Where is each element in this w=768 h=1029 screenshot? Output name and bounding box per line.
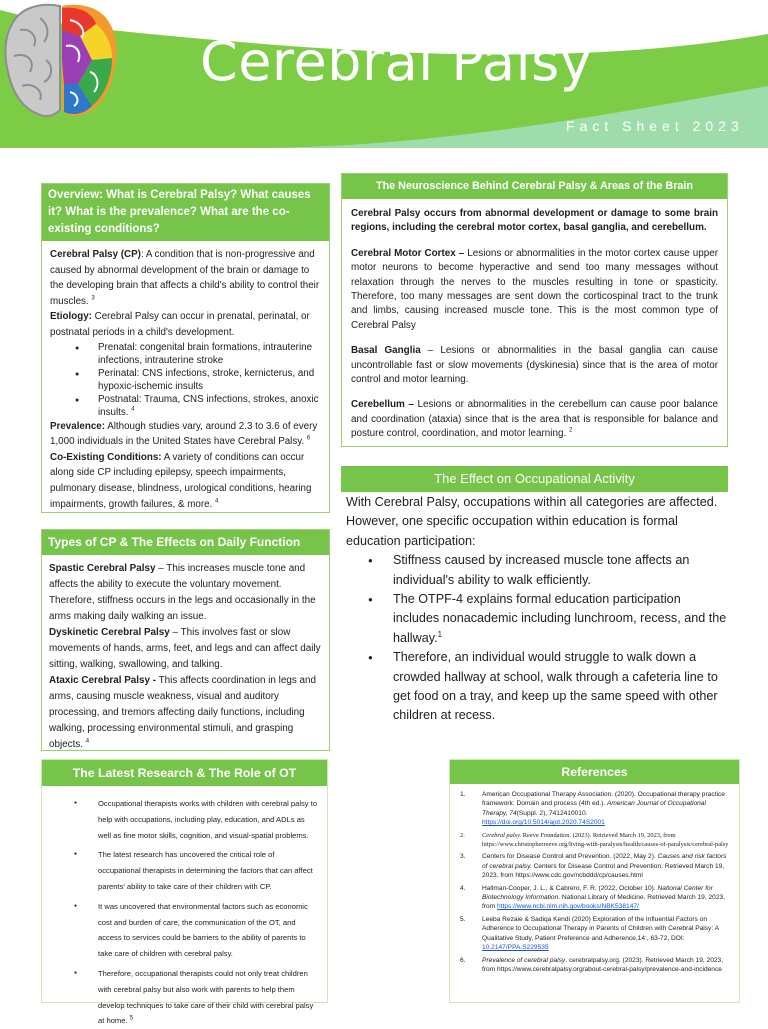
list-item: ● The OTPF-4 explains formal education participation includes nonacademic including lunchroom, recess, and the hallway.$^1$ [346,590,728,648]
references-heading: References [450,760,739,784]
cp-text: : A condition that is non-progressive and caused by abnormal development of the brain or damage to the developing brain that affects a child's ability to control their muscles. [50,249,320,307]
dyskinetic-label: Dyskinetic Cerebral Palsy [49,627,170,638]
page-title: Cerebral Palsy [200,30,593,93]
etiology [50,309,321,340]
references-body [450,784,739,974]
brain-logo-icon [0,0,122,128]
list-item: ● Prenatal: congenital brain formations, intrauterine infections, intrauterine stroke [50,341,321,367]
coexisting-text: A variety of conditions can occur along side CP including epilepsy, speech impairments, pulmonary disease, blindness, urological conditions, hearing impairments, growth failures, & more. [50,451,312,510]
prevalence-label: Prevalence: [50,420,106,432]
cp-label: Cerebral Palsy (CP) [50,249,141,260]
list-item: ● Stiffness caused by increased muscle tone affects an individual's ability to walk efficiently. [346,551,728,590]
effect-section [346,493,728,726]
research-body [42,786,327,1029]
page-subtitle: Fact Sheet 2023 [566,118,744,134]
basal-label: Basal Ganglia [351,345,421,357]
neuro-intro: Cerebral Palsy occurs from abnormal development or damage to some brain regions, including the cerebral motor cortex, basal ganglia, and cerebellum. [351,208,718,234]
ataxic-type [49,673,322,753]
etiology-text: Cerebral Palsy can occur in prenatal, perinatal, or postnatal periods in a child's development. [50,311,310,338]
prevalence-text: Although studies vary, around 2.3 to 3.6 of every 1,000 individuals in the United States have Cerebral Palsy. [50,420,318,448]
coexisting-conditions [50,450,321,512]
reference-item: 1. American Occupational Therapy Association. (2020). Occupational therapy practice framework: Domain and process (4th ed.). American Journal of Occupational Therapy, 74(Suppl. 2), 7412410010. https://doi.org/10.5014/ajot.2020.74S2001 [460,791,725,827]
references-list [458,790,733,974]
reference-item: 4. Hallman-Cooper, J. L., & Cabrero, F. R. (2022, October 10). National Center for Biotechnology Information. National Library of Medicine. Retrieved March 19, 2023, from https://www.ncbi.nlm.nih.gov/books/NBK538147/ [460,884,726,911]
effect-ref: 1 [437,629,443,639]
research-heading: The Latest Research & The Role of OT [42,760,327,786]
cerebellum [351,398,718,441]
overview-section [41,183,330,513]
list-item: ● Therefore, an individual would struggle to walk down a crowded hallway at school, walk through a cafeteria line to get food on a tray, and keep up the same speed with other children at recess. [346,648,728,726]
list-item: ● It was uncovered that environmental factors such as economic cost and burden of care, the communication of the OT, and access to services could be barriers to the ability of parents to take care of children with cerebral palsy. [50,899,319,962]
basal-ganglia [351,344,718,387]
neuroscience-body [342,199,727,442]
ataxic-text: This affects coordination in legs and arms, causing muscle weakness, visual and auditory processing, and tremors affecting daily functions, including walking, processing environmental stimuli, and grasping objects. [49,675,316,750]
types-section [41,529,330,751]
overview-heading: Overview: What is Cerebral Palsy? What causes it? What is the prevalence? What are the co-existing conditions? [42,184,329,241]
coexisting-label: Co-Existing Conditions: [50,451,162,463]
research-ref: 5 [129,1015,134,1022]
cp-ref: 3 [91,295,95,302]
neuroscience-section [341,173,728,447]
etiology-ref: 4 [131,406,135,413]
spastic-text: – This increases muscle tone and affects the ability to execute the voluntary movement. Therefore, stiffness occurs in the legs and occasionally in the arms making daily walking an issue. [49,563,316,622]
etiology-label: Etiology: [50,311,92,323]
types-heading: Types of CP & The Effects on Daily Function [42,530,329,555]
reference-link[interactable]: 10.2147/PPA.S229535 [482,944,549,952]
research-list [50,796,319,1029]
cerebellum-label: Cerebellum – [351,399,414,411]
spastic-label: Spastic Cerebral Palsy [49,563,156,574]
motor-text: Lesions or abnormalities in the motor cortex cause upper motor neurons to become hyperactive and send too many messages without relaxation through the nerves to the muscles resulting in tone or spasticity. Therefore, too many messages are sent down the corticospinal tract to the trunk and limbs, causing increased muscle tone. This is the most common type of Cerebral Palsy [351,247,718,331]
types-body [42,555,329,753]
effect-list [346,551,728,726]
list-item: ● Therefore, occupational therapists could not only treat children with cerebral palsy but also work with parents to help them develop techniques to take care of their child with cerebral palsy at home. $^5$ [50,966,319,1029]
header-banner [0,0,768,148]
list-item: ● Postnatal: Trauma, CNS infections, strokes, anoxic insults. $^4$ [50,393,321,419]
reference-item: 2. Cerebral palsy. Reeve Foundation. (2023). Retrieved March 19, 2023, from https://www.christopherreeve.org/living-with-paralysis/health/causes-of-paralysis/cerebral-palsy [460,831,729,849]
spastic-type [49,561,322,625]
prevalence-ref: 6 [306,435,311,442]
effect-intro: With Cerebral Palsy, occupations within all categories are affected. However, one specific occupation within education is formal education participation: [346,495,718,548]
overview-body [42,241,329,512]
reference-item: 5. Leeba Rezaie & Sadiqa Kendi (2020) Exploration of the Influential Factors on Adherence to Occupational Therapy in Parents of Children with Cerebral Palsy: A Qualitative Study, Patient Preference and Adherence,14:, 63-72, DOI: 10.2147/PPA.S229535 [460,915,719,952]
cerebellum-ref: 2 [568,427,573,434]
neuroscience-heading: The Neuroscience Behind Cerebral Palsy & Areas of the Brain [342,174,727,199]
coexisting-ref: 4 [214,498,219,505]
ataxic-ref: 4 [85,738,90,745]
basal-text: – Lesions or abnormalities in the basal ganglia can cause uncontrollable fast or slow movements (dyskinesia) since that is the area of motor control and motor learning. [351,345,718,386]
list-item: ● Perinatal: CNS infections, stroke, kernicterus, and hypoxic-ischemic insults [50,367,321,393]
reference-link[interactable]: https://www.ncbi.nlm.nih.gov/books/NBK538147/ [497,903,639,911]
dyskinetic-text: – This involves fast or slow movements of hands, arms, feet, and legs and can affect daily sitting, walking, swallowing, and talking. [49,627,321,670]
ataxic-label: Ataxic Cerebral Palsy - [49,675,157,686]
list-item: ● The latest research has uncovered the critical role of occupational therapists in determining the factors that can affect parents' ability to take care of their children with CP. [50,847,319,894]
dyskinetic-type [49,625,322,673]
effect-heading: The Effect on Occupational Activity [341,466,728,492]
reference-link[interactable]: https://doi.org/10.5014/ajot.2020.74S2001 [482,819,605,827]
research-section [41,759,328,1026]
reference-item: 6. Prevalence of cerebral palsy. cerebralpalsy.org. (2023). Retrieved March 19, 2023, from https://www.cerebralpalsy.org/about-cerebral-palsy/prevalence-and-incidence [460,956,724,973]
reference-item: 3. Centers for Disease Control and Prevention. (2022, May 2). Causes and risk factors of cerebral palsy. Centers for Disease Control and Prevention. Retrieved March 19, 2023, from https://www.cdc.gov/ncbddd/cp/causes.html [460,853,727,880]
list-item: ● Occupational therapists works with children with cerebral palsy to help with occupations, including play, education, and ADLs as well as fine motor skills, cognition, and visual-spatial problems. [50,796,319,843]
prevalence [50,419,321,450]
motor-label: Cerebral Motor Cortex – [351,247,465,259]
cp-definition [50,247,321,309]
etiology-list [50,341,321,419]
motor-cortex [351,247,718,333]
references-section [449,759,740,1003]
cerebellum-text: Lesions or abnormalities in the cerebellum can cause poor balance and coordination (ataxia) since that is the area that is responsible for balance and posture control, coordination, and motor learning. [351,399,718,440]
